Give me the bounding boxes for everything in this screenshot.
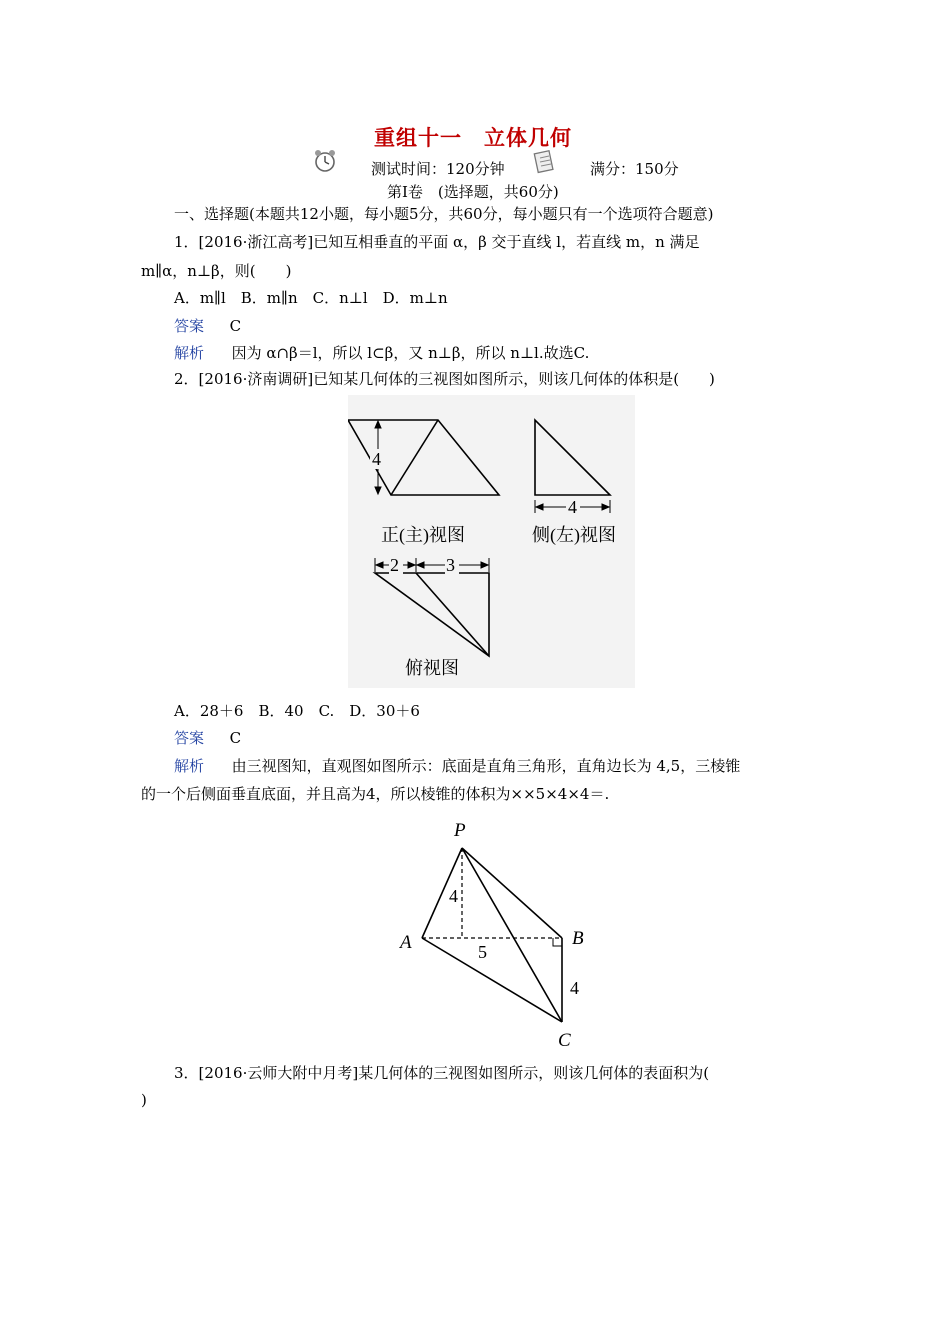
time-label: 测试时间：120分钟 (371, 160, 505, 178)
ab-length-label: 5 (478, 942, 487, 962)
top-view-label: 俯视图 (405, 658, 459, 678)
alarm-clock-icon (312, 148, 338, 178)
q2-options: A．28＋6 B．40 C. D．30＋6 (174, 702, 420, 720)
q2-answer-row (174, 727, 241, 748)
paper-icon (532, 148, 558, 178)
dim-front-height: 4 (372, 449, 381, 469)
height-label: 4 (449, 886, 458, 906)
vertex-p: P (454, 820, 466, 841)
bc-length-label: 4 (570, 978, 579, 998)
q2-analysis-line1: 由三视图知，直观图如图所示：底面是直角三角形，直角边长为 4,5，三棱锥 (231, 757, 741, 775)
top-view-shape (375, 573, 489, 656)
dim-top-left: 2 (390, 555, 399, 575)
score-label: 满分：150分 (590, 160, 679, 178)
three-view-figure (348, 395, 635, 688)
q2-analysis-label: 解析 (174, 757, 205, 775)
vertex-c: C (558, 1030, 571, 1051)
vertex-a: A (400, 932, 412, 953)
vertex-b: B (572, 928, 584, 949)
front-view-label: 正(主)视图 (381, 525, 465, 545)
q1-stem-line2: m∥α，n⊥β，则( ) (141, 262, 292, 280)
q2-analysis-row (174, 755, 740, 776)
dim-side-width: 4 (568, 497, 577, 517)
section-heading: 一、选择题(本题共12小题，每小题5分，共60分，每小题只有一个选项符合题意) (174, 205, 714, 223)
side-view-label: 侧(左)视图 (532, 525, 616, 545)
q1-analysis-label: 解析 (174, 344, 205, 362)
q2-answer: C (229, 729, 242, 747)
q2-stem: 2．[2016·济南调研]已知某几何体的三视图如图所示，则该几何体的体积是( ) (174, 370, 715, 388)
q1-answer-label: 答案 (174, 317, 205, 335)
q3-stem-line1: 3．[2016·云师大附中月考]某几何体的三视图如图所示，则该几何体的表面积为( (174, 1064, 710, 1082)
q1-answer: C (229, 317, 242, 335)
q1-analysis: 因为 α∩β＝l，所以 l⊂β，又 n⊥β，所以 n⊥l.故选C. (231, 344, 590, 362)
q2-answer-label: 答案 (174, 729, 205, 747)
page-title: 重组十一 立体几何 (374, 126, 572, 150)
q2-analysis-line2: 的一个后侧面垂直底面，并且高为4，所以棱锥的体积为××5×4×4＝. (141, 785, 610, 803)
q1-stem-line1: 1．[2016·浙江高考]已知互相垂直的平面 α，β 交于直线 l，若直线 m，n 满足 (174, 233, 700, 251)
side-view-shape (535, 420, 610, 495)
q1-answer-row (174, 315, 241, 336)
q1-options: A．m∥l B．m∥n C．n⊥l D．m⊥n (174, 289, 448, 307)
dim-top-right: 3 (446, 555, 455, 575)
q3-stem-line2: ) (141, 1091, 147, 1109)
pyramid-figure (382, 812, 602, 1052)
part-heading: 第Ⅰ卷 (选择题，共60分) (387, 183, 559, 201)
q1-analysis-row (174, 342, 589, 363)
